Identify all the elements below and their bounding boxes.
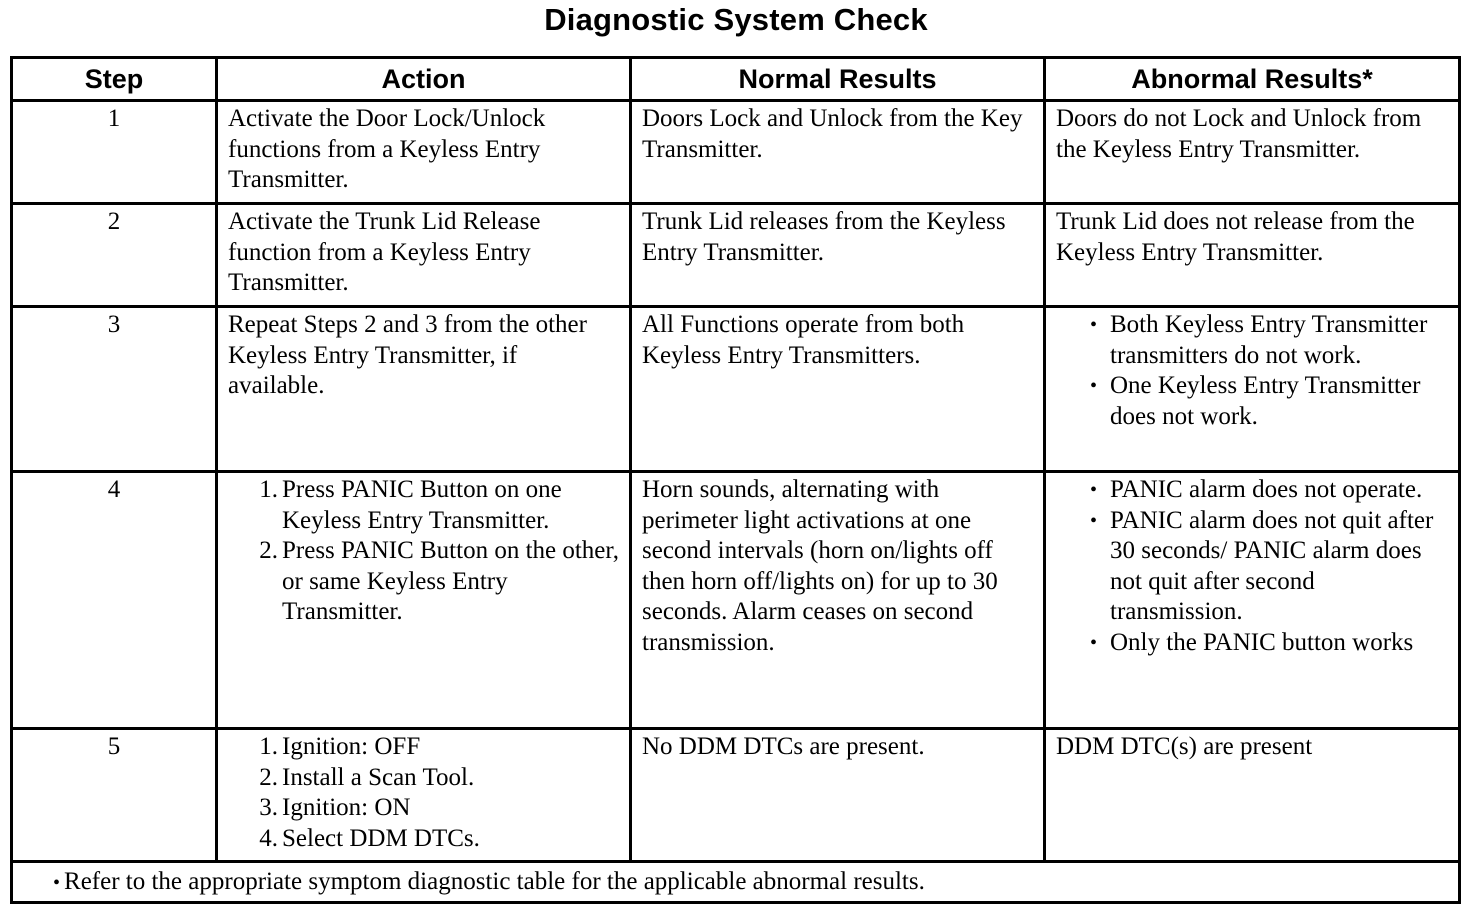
footnote-text: Refer to the appropriate symptom diagnostic table for the applicable abnormal results. bbox=[64, 868, 925, 896]
list-item-number: 2. bbox=[259, 763, 278, 791]
table-row bbox=[12, 101, 1460, 204]
bullet-icon: • bbox=[53, 872, 61, 895]
action-cell: Activate the Trunk Lid Release function from a Keyless Entry Transmitter. bbox=[217, 204, 631, 307]
diagnostic-table bbox=[10, 56, 1461, 904]
normal-result-cell: Horn sounds, alternating with perimeter light activations at one second intervals (horn on/lights off then horn off/lights on) for up to 30 seconds. Alarm ceases on second transmission. bbox=[631, 472, 1045, 729]
list-item bbox=[259, 793, 619, 824]
list-item-text: Install a Scan Tool. bbox=[282, 763, 475, 791]
table-row bbox=[12, 204, 1460, 307]
header-step: Step bbox=[12, 58, 217, 101]
list-item: • Both Keyless Entry Transmitter transmitters do not work. bbox=[1110, 310, 1448, 371]
action-step-list bbox=[228, 475, 619, 628]
header-normal-results: Normal Results bbox=[631, 58, 1045, 101]
list-item bbox=[259, 732, 619, 763]
normal-result-cell: All Functions operate from both Keyless Entry Transmitters. bbox=[631, 307, 1045, 472]
action-cell bbox=[217, 472, 631, 729]
footnote-row bbox=[12, 862, 1460, 903]
list-item bbox=[259, 763, 619, 794]
abnormal-result-cell: Trunk Lid does not release from the Keyless Entry Transmitter. bbox=[1045, 204, 1460, 307]
abnormal-result-cell: DDM DTC(s) are present bbox=[1045, 729, 1460, 862]
list-item-text: Ignition: OFF bbox=[282, 733, 421, 760]
list-item-number: 4. bbox=[259, 824, 278, 852]
list-item-number: 2. bbox=[259, 537, 278, 564]
list-item bbox=[259, 475, 619, 536]
list-item bbox=[259, 824, 619, 855]
list-item-text: Ignition: ON bbox=[282, 794, 411, 821]
abnormal-result-list bbox=[1056, 310, 1448, 432]
list-item: • One Keyless Entry Transmitter does not work. bbox=[1110, 371, 1448, 432]
action-step-list bbox=[228, 732, 619, 854]
footnote-cell bbox=[12, 862, 1460, 903]
header-action: Action bbox=[217, 58, 631, 101]
action-cell bbox=[217, 729, 631, 862]
normal-result-cell: Trunk Lid releases from the Keyless Entry Transmitter. bbox=[631, 204, 1045, 307]
normal-result-cell: No DDM DTCs are present. bbox=[631, 729, 1045, 862]
step-number: 1 bbox=[12, 101, 217, 204]
list-item-number: 1. bbox=[259, 733, 278, 760]
step-number: 3 bbox=[12, 307, 217, 472]
step-number: 5 bbox=[12, 729, 217, 862]
normal-result-cell: Doors Lock and Unlock from the Key Transmitter. bbox=[631, 101, 1045, 204]
abnormal-result-cell bbox=[1045, 307, 1460, 472]
page-title: Diagnostic System Check bbox=[544, 2, 928, 37]
list-item-text: Select DDM DTCs. bbox=[282, 824, 480, 852]
table-row bbox=[12, 307, 1460, 472]
list-item: • Only the PANIC button works bbox=[1110, 628, 1448, 659]
step-number: 4 bbox=[12, 472, 217, 729]
list-item-number: 3. bbox=[259, 794, 278, 821]
list-item: • PANIC alarm does not quit after 30 seconds/ PANIC alarm does not quit after second transmission. bbox=[1110, 506, 1448, 628]
list-item-text: Press PANIC Button on the other, or same Keyless Entry Transmitter. bbox=[282, 537, 619, 625]
abnormal-result-cell: Doors do not Lock and Unlock from the Keyless Entry Transmitter. bbox=[1045, 101, 1460, 204]
abnormal-result-cell bbox=[1045, 472, 1460, 729]
action-cell: Repeat Steps 2 and 3 from the other Keyless Entry Transmitter, if available. bbox=[217, 307, 631, 472]
action-cell: Activate the Door Lock/Unlock functions from a Keyless Entry Transmitter. bbox=[217, 101, 631, 204]
table-row bbox=[12, 472, 1460, 729]
step-number: 2 bbox=[12, 204, 217, 307]
list-item bbox=[259, 536, 619, 628]
header-abnormal-results: Abnormal Results* bbox=[1045, 58, 1460, 101]
list-item-number: 1. bbox=[259, 476, 278, 503]
list-item-text: Press PANIC Button on one Keyless Entry Transmitter. bbox=[282, 476, 562, 534]
list-item: • PANIC alarm does not operate. bbox=[1110, 475, 1448, 506]
header-row bbox=[12, 58, 1460, 101]
table-row bbox=[12, 729, 1460, 862]
abnormal-result-list bbox=[1056, 475, 1448, 658]
